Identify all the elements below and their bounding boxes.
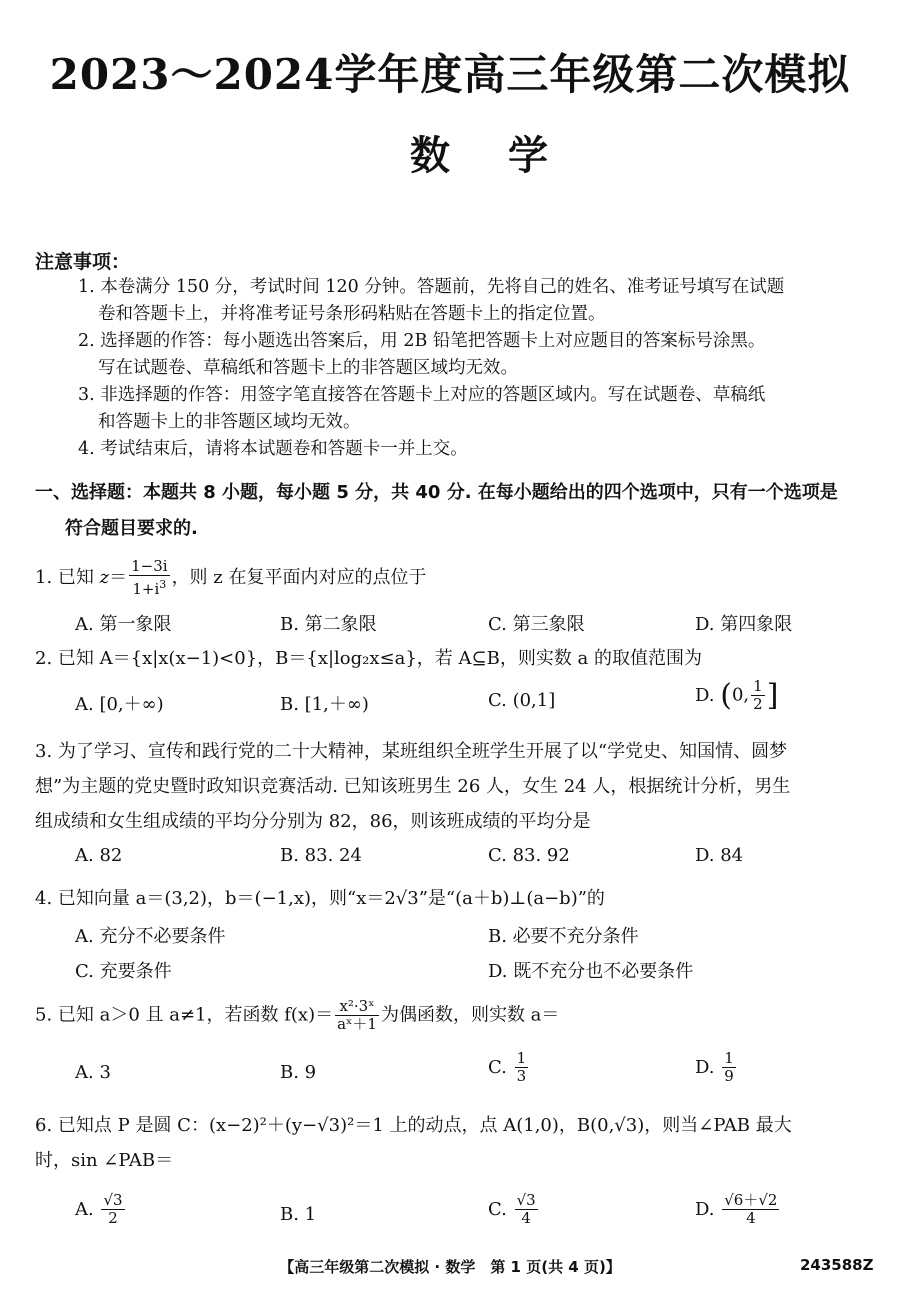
q1-suffix: ，则 z 在复平面内对应的点位于 xyxy=(171,567,427,588)
q5-option-d xyxy=(695,1050,738,1085)
q6-option-a-num: √3 xyxy=(103,1191,123,1209)
notice-item-4-line-1: 4. 考试结束后，请将本试题卷和答题卡一并上交。 xyxy=(78,439,468,459)
q1-prefix: 1. 已知 xyxy=(35,567,100,588)
q1-option-b: B. 第二象限 xyxy=(280,614,377,635)
q3-option-a: A. 82 xyxy=(75,845,123,866)
q3-option-c: C. 83. 92 xyxy=(488,845,570,866)
q5-option-b: B. 9 xyxy=(280,1062,317,1083)
q1-fraction xyxy=(129,558,169,598)
q6-line-1: 6. 已知点 P 是圆 C：(x−2)²＋(y−√3)²＝1 上的动点，点 A(1,0)，B(0,√3)，则当∠PAB 最大 xyxy=(35,1115,792,1136)
subject-title: 数学 xyxy=(410,133,606,179)
q4-option-d: D. 既不充分也不必要条件 xyxy=(488,961,694,982)
q1-option-d: D. 第四象限 xyxy=(695,614,793,635)
section-heading-line-2: 符合题目要求的. xyxy=(65,518,198,539)
q2-option-d-num: 1 xyxy=(753,677,763,695)
q4-option-b: B. 必要不充分条件 xyxy=(488,926,639,947)
q6-option-a-den: 2 xyxy=(108,1209,118,1227)
q1-numerator: 1−3i xyxy=(131,557,168,575)
notice-item-2-line-1: 2. 选择题的作答：每小题选出答案后，用 2B 铅笔把答题卡上对应题目的答案标号涂黑。 xyxy=(78,331,766,351)
q5-numerator: x²·3ˣ xyxy=(335,998,379,1016)
q6-option-b: B. 1 xyxy=(280,1204,317,1225)
notice-item-2-line-2: 写在试题卷、草稿纸和答题卡上的非答题区域均无效。 xyxy=(98,358,518,378)
notice-item-1-line-2: 卷和答题卡上，并将准考证号条形码粘贴在答题卡上的指定位置。 xyxy=(98,304,606,324)
q3-line-2: 想”为主题的党史暨时政知识竞赛活动. 已知该班男生 26 人，女生 24 人，根据统计分析，男生 xyxy=(35,776,791,797)
q5-prefix: 5. 已知 a＞0 且 a≠1，若函数 f(x)＝ xyxy=(35,1004,334,1026)
q2-option-b: B. [1,＋∞) xyxy=(280,694,369,715)
q5-option-d-label: D. xyxy=(695,1057,721,1078)
question-5 xyxy=(35,998,880,1033)
q6-option-d-label: D. xyxy=(695,1199,721,1220)
q5-option-c-label: C. xyxy=(488,1057,513,1078)
q5-option-a: A. 3 xyxy=(75,1062,111,1083)
q1-option-a: A. 第一象限 xyxy=(75,614,172,635)
q5-suffix: 为偶函数，则实数 a＝ xyxy=(380,1004,560,1026)
question-2: 2. 已知 A＝{x|x(x−1)<0}，B＝{x|log₂x≤a}，若 A⊆B，则实数 a 的取值范围为 xyxy=(35,648,703,669)
q3-line-1: 3. 为了学习、宣传和践行党的二十大精神，某班组织全班学生开展了以“学党史、知国情、圆梦 xyxy=(35,741,788,762)
q5-option-c-den: 3 xyxy=(516,1067,527,1085)
paper-code: 243588Z xyxy=(800,1256,874,1274)
q5-fraction xyxy=(335,998,379,1033)
question-4: 4. 已知向量 a＝(3,2)，b＝(−1,x)，则“x＝2√3”是“(a＋b)⊥(a−b)”的 xyxy=(35,888,605,909)
notice-item-3-line-1: 3. 非选择题的作答：用签字笔直接答在答题卡上对应的答题区域内。写在试题卷、草稿纸 xyxy=(78,385,766,405)
q1-option-c: C. 第三象限 xyxy=(488,614,585,635)
q6-option-d-den: 4 xyxy=(746,1209,756,1227)
q3-option-b: B. 83. 24 xyxy=(280,845,362,866)
q6-option-d-num: √6＋√2 xyxy=(724,1191,778,1209)
q6-option-c-den: 4 xyxy=(521,1209,531,1227)
q5-option-d-num: 1 xyxy=(724,1049,734,1067)
q1-denominator: 1+i xyxy=(132,580,160,598)
q2-option-d-label: D. xyxy=(695,685,721,706)
q6-option-c-num: √3 xyxy=(516,1191,536,1209)
q6-option-a xyxy=(75,1192,127,1227)
q2-option-c: C. (0,1] xyxy=(488,690,556,711)
section-heading-line-1: 一、选择题：本题共 8 小题，每小题 5 分，共 40 分. 在每小题给出的四个选项中，只有一个选项是 xyxy=(35,482,838,503)
notice-item-1-line-1: 1. 本卷满分 150 分，考试时间 120 分钟。答题前，先将自己的姓名、准考证号填写在试题 xyxy=(78,277,785,297)
q4-option-a: A. 充分不必要条件 xyxy=(75,926,226,947)
notice-heading: 注意事项： xyxy=(35,251,131,273)
q2-option-d-den: 2 xyxy=(753,695,763,713)
page-footer: 【高三年级第二次模拟 · 数学 第 1 页(共 4 页)】 xyxy=(279,1258,621,1276)
q5-option-d-den: 9 xyxy=(724,1067,734,1085)
q3-line-3: 组成绩和女生组成绩的平均分分别为 82，86，则该班成绩的平均分是 xyxy=(35,811,591,832)
exam-title: 2023～2024学年度高三年级第二次模拟 xyxy=(49,50,851,99)
q5-option-c xyxy=(488,1050,530,1085)
question-6 xyxy=(35,1110,880,1176)
q5-denominator: aˣ＋1 xyxy=(337,1015,377,1033)
notice-item-3-line-2: 和答题卡上的非答题区域均无效。 xyxy=(98,412,361,432)
notice-list xyxy=(78,274,878,463)
q4-option-c: C. 充要条件 xyxy=(75,961,172,982)
q6-option-c xyxy=(488,1192,540,1227)
q2-option-d: D. (0, $\frac{1}{2}$ ] xyxy=(695,677,779,713)
q1-denominator-exp: 3 xyxy=(159,578,167,591)
q2-option-a: A. [0,＋∞) xyxy=(75,694,164,715)
section-heading xyxy=(35,478,880,544)
question-3 xyxy=(35,736,880,837)
q5-option-c-num: 1 xyxy=(516,1049,527,1067)
q3-option-d: D. 84 xyxy=(695,845,744,866)
q6-option-d xyxy=(695,1192,781,1227)
q6-option-c-label: C. xyxy=(488,1199,513,1220)
q6-line-2: 时，sin ∠PAB＝ xyxy=(35,1150,174,1171)
question-1: 1. 已知 z＝ $\frac{1-3i}{1+i^3}$ ，则 z 在复平面内对应的点位于 xyxy=(35,557,427,598)
q6-option-a-label: A. xyxy=(75,1199,100,1220)
